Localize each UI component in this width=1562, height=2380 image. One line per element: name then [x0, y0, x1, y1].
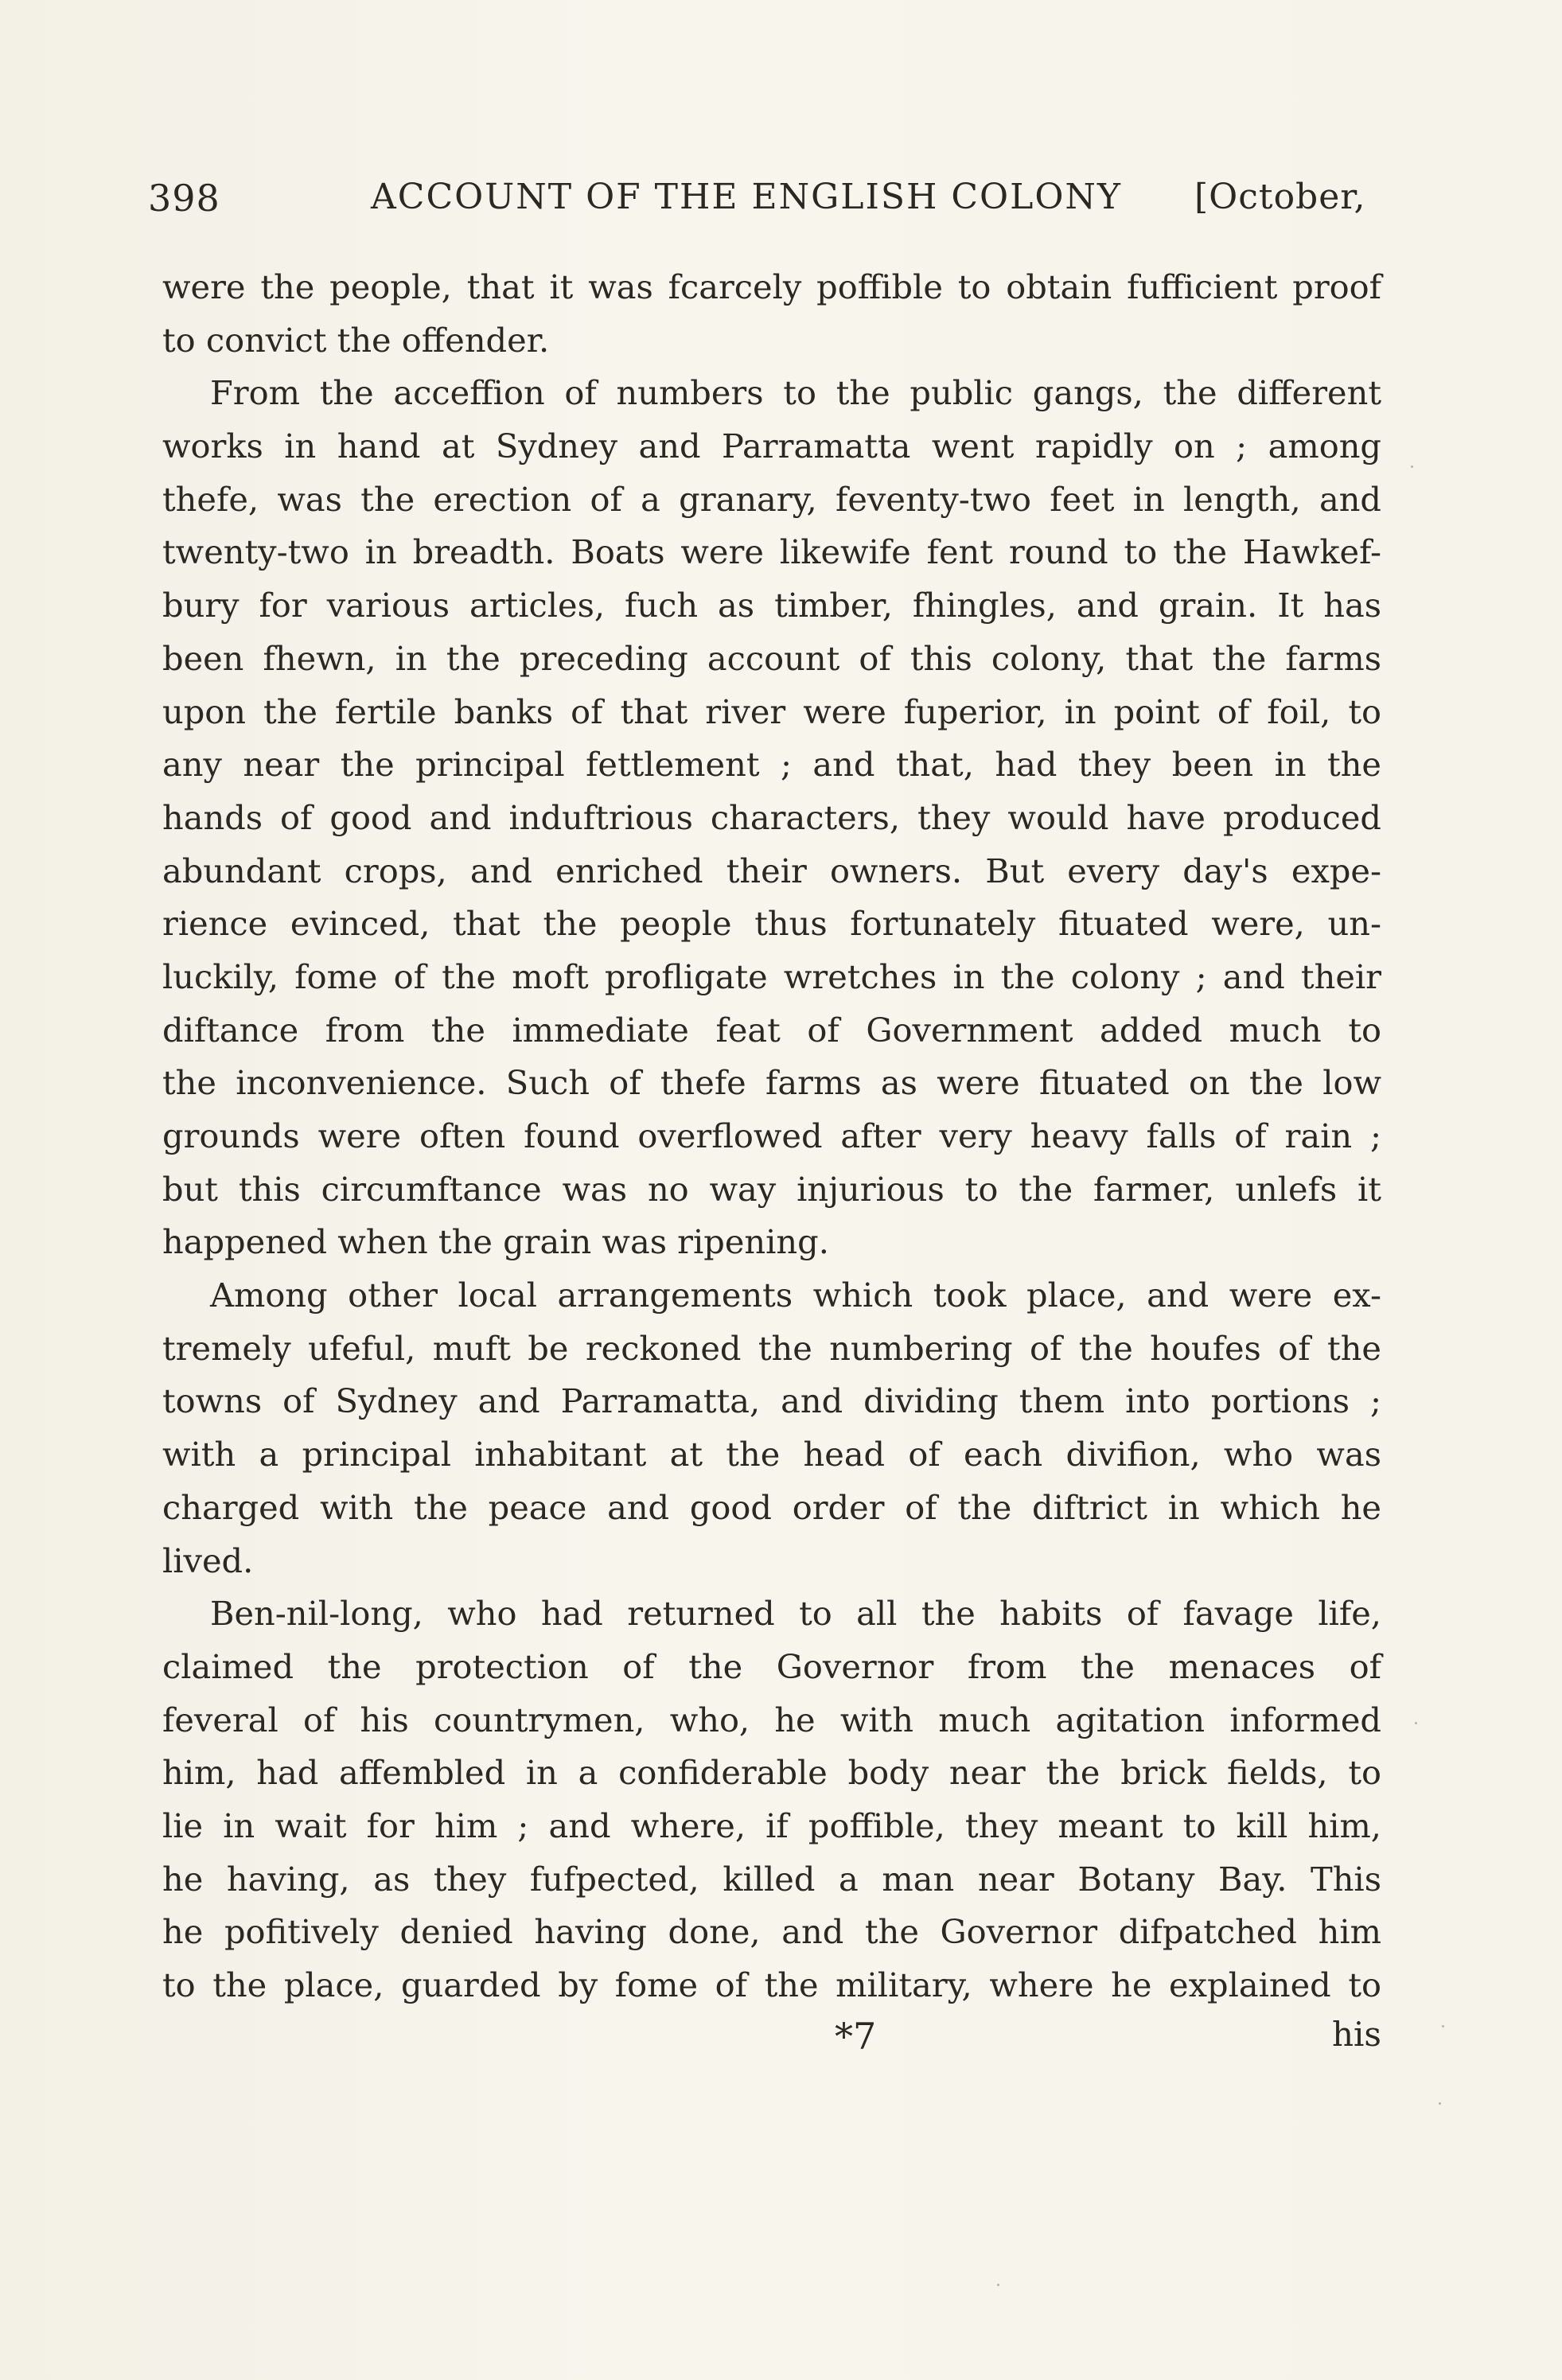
text-line: he having, as they fufpected, killed a man near Botany Bay. This	[162, 1859, 1381, 1899]
text-line: luckily, fome of the moft profligate wretches in the colony ; and their	[162, 956, 1381, 996]
catchword: his	[1331, 2015, 1381, 2054]
text-line: the inconvenience. Such of thefe farms as were fituated on the low	[162, 1063, 1381, 1103]
text-line: rience evinced, that the people thus fortunately fituated were, un-	[162, 904, 1381, 944]
page-footer	[162, 2015, 1381, 2070]
signature-mark: *7	[835, 2015, 877, 2058]
text-line: From the acceffion of numbers to the public gangs, the different	[210, 373, 1381, 413]
text-line: bury for various articles, fuch as timber, fhingles, and grain. It has	[162, 586, 1381, 625]
paper-speck	[997, 2284, 999, 2286]
paper-speck	[1439, 2102, 1441, 2105]
text-line: feveral of his countrymen, who, he with much agitation informed	[162, 1700, 1381, 1739]
text-line: hands of good and induftrious characters, they would have produced	[162, 797, 1381, 837]
text-line: been fhewn, in the preceding account of this colony, that the farms	[162, 638, 1381, 678]
text-line: lie in wait for him ; and where, if poffible, they meant to kill him,	[162, 1805, 1381, 1845]
running-month: [October,	[1194, 177, 1366, 217]
text-line: claimed the protection of the Governor from the menaces of	[162, 1646, 1381, 1686]
text-line: happened when the grain was ripening.	[162, 1222, 829, 1262]
running-header	[148, 177, 1381, 232]
paper-speck	[1415, 1722, 1417, 1724]
text-line: upon the fertile banks of that river were fuperior, in point of foil, to	[162, 691, 1381, 731]
text-line: to the place, guarded by fome of the military, where he explained to	[162, 1965, 1381, 2004]
page-number: 398	[148, 177, 220, 220]
text-line: but this circumftance was no way injurious to the farmer, unlefs it	[162, 1169, 1381, 1209]
text-line: thefe, was the erection of a granary, feventy-two feet in length, and	[162, 479, 1381, 519]
text-line: towns of Sydney and Parramatta, and dividing them into portions ;	[162, 1381, 1381, 1421]
text-line: lived.	[162, 1541, 254, 1580]
text-line: grounds were often found overflowed after very heavy falls of rain ;	[162, 1116, 1381, 1155]
text-line: twenty-two in breadth. Boats were likewife fent round to the Hawkef-	[162, 532, 1381, 572]
text-line: him, had affembled in a confiderable body near the brick fields, to	[162, 1753, 1381, 1793]
running-title: ACCOUNT OF THE ENGLISH COLONY	[371, 177, 1122, 217]
text-line: charged with the peace and good order of the diftrict in which he	[162, 1487, 1381, 1527]
text-line: with a principal inhabitant at the head of each divifion, who was	[162, 1435, 1381, 1474]
text-line: Ben-nil-long, who had returned to all the habits of favage life,	[210, 1594, 1381, 1634]
text-line: to convict the offender.	[162, 320, 550, 360]
paper-speck	[1411, 465, 1413, 468]
body-text	[162, 261, 1381, 2012]
text-line: Among other local arrangements which took place, and were ex-	[210, 1276, 1381, 1315]
text-line: tremely ufeful, muft be reckoned the numbering of the houfes of the	[162, 1328, 1381, 1368]
paper-speck	[1442, 2025, 1444, 2027]
text-line: works in hand at Sydney and Parramatta went rapidly on ; among	[162, 427, 1381, 466]
text-line: any near the principal fettlement ; and that, had they been in the	[162, 745, 1381, 785]
text-line: he pofitively denied having done, and the Governor difpatched him	[162, 1912, 1381, 1952]
text-line: were the people, that it was fcarcely poffible to obtain fufficient proof	[162, 267, 1381, 306]
text-line: diftance from the immediate feat of Government added much to	[162, 1010, 1381, 1050]
text-line: abundant crops, and enriched their owners. But every day's expe-	[162, 851, 1381, 890]
